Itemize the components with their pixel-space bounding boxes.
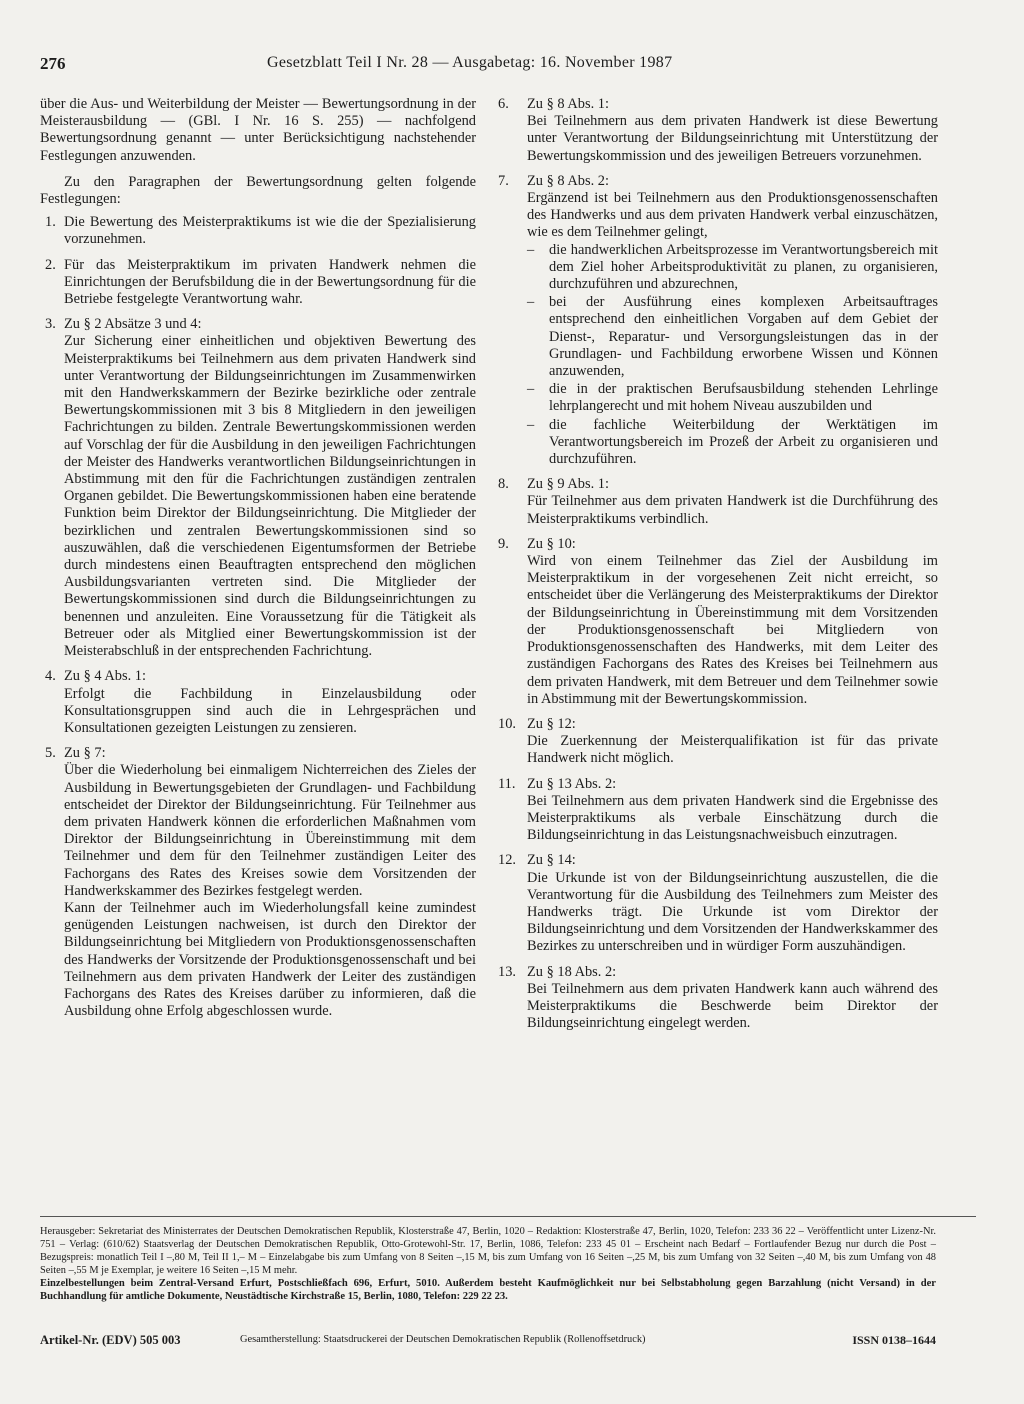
provision-number: 6.: [498, 96, 509, 112]
provision-text: Für das Meisterpraktikum im privaten Handwerk nehmen die Einrichtungen der Berufsbildung die in der Bewertungsordnung für die Betriebe festgelegte Verantwortung wahr.: [64, 256, 476, 308]
provision-13: [498, 964, 938, 1033]
imprint-block: [40, 1226, 936, 1303]
provision-title: Zu § 2 Absätze 3 und 4:: [64, 316, 202, 333]
provision-text: Wird von einem Teilnehmer das Ziel der Ausbildung im Meisterpraktikum in der vorgesehenen Zeit nicht erreicht, so entscheidet über die Verlängerung des Meisterpraktikums der Direktor der Bildungseinrichtung in Übereinstimmung mit dem Vorsitzenden der Produktionsgenossenschaft bei Mitgliedern von Produktionsgenossenschaften des Handwerks, mit dem Leiter des zuständigen Fachorgans des Rates des Kreises bei Teilnehmern aus dem privaten Handwerk, mit dem Betreuer und dem Teilnehmer sowie in Abstimmung mit der Bewertungskommission.: [527, 553, 938, 707]
provision-title: Zu § 10:: [527, 535, 576, 552]
provision-text: Über die Wiederholung bei einmaligem Nichterreichen des Zieles der Ausbildung in Bewertungsgebieten der Grundlagen- und Fachbildung entscheidet der Direktor der Bildungseinrichtung. Für Teilnehmer aus dem privaten Handwerk können die erforderlichen Maßnahmen vom Direktor der Bildungseinrichtung in Übereinstimmung mit dem Teilnehmer und dem für den Teilnehmer zuständigen Leiter des Fachorgans des Rates des Kreises sowie dem Vorsitzenden der Handwerkskammer des Bezirkes festgelegt werden.: [64, 762, 476, 899]
provision-3: [40, 316, 476, 660]
provision-6: [498, 96, 938, 165]
provision-10: [498, 716, 938, 768]
provision-number: 11.: [498, 775, 516, 792]
provision-text: Die Urkunde ist von der Bildungseinrichtung auszustellen, die die Verantwortung für die Ausbildung des Teilnehmers zum Meister des Handwerks trägt. Die Urkunde ist vom Direktor der Bildungseinrichtung und dem Vorsitzenden der Handwerkskammer des Bezirkes zu unterschreiben und in würdiger Form auszuhändigen.: [527, 869, 938, 955]
provision-text: Erfolgt die Fachbildung in Einzelausbildung oder Konsultationsgruppen sind auch die in Lehrgesprächen und Konsultationen gezeigten Leistungen zu zensieren.: [64, 685, 476, 736]
provision-text: Für Teilnehmer aus dem privaten Handwerk ist die Durchführung des Meisterpraktikums verbindlich.: [527, 493, 938, 527]
dash-list: [527, 242, 938, 469]
provision-number: 10.: [498, 715, 516, 732]
provision-number: 3.: [45, 316, 56, 333]
list-item: – bei der Ausführung eines komplexen Arbeitsauftrages entsprechend den einheitlichen Vorgaben auf dem Gebiet der Dienst-, Reparatur- und Versorgungsleistungen das in der Grundlagen- und Fachbildung erworbene Wissen und Können anzuwenden,: [527, 294, 938, 380]
provision-8: [498, 476, 938, 528]
provision-title: Zu § 7:: [64, 745, 106, 762]
provision-title: Zu § 18 Abs. 2:: [527, 963, 617, 980]
right-column: [498, 96, 938, 1040]
provision-2: [40, 257, 476, 309]
provision-title: Zu § 4 Abs. 1:: [64, 668, 146, 685]
provision-title: Zu § 8 Abs. 2:: [527, 172, 609, 189]
provision-text: Die Zuerkennung der Meisterqualifikation ist für das private Handwerk nicht möglich.: [527, 733, 938, 767]
page-number: 276: [40, 54, 66, 73]
provision-number: 5.: [45, 745, 56, 762]
imprint-orders: Einzelbestellungen beim Zentral-Versand Erfurt, Postschließfach 696, Erfurt, 5010. Außerdem besteht Kaufmöglichkeit nur bei Selbstabholung gegen Barzahlung (nicht Versand) in der Buchhandlung für amtliche Dokumente, Neustädtische Kirchstraße 15, Berlin, 1080, Telefon: 229 22 23.: [40, 1277, 936, 1302]
article-number: Artikel-Nr. (EDV) 505 003: [40, 1333, 181, 1347]
provision-number: 8.: [498, 476, 509, 493]
provision-5: [40, 745, 476, 1020]
provision-text: Ergänzend ist bei Teilnehmern aus den Produktionsgenossenschaften des Handwerks und aus dem privaten Handwerk verbal einzuschätzen, wie es dem Teilnehmer gelingt,: [527, 190, 938, 241]
provision-number: 2.: [45, 256, 56, 273]
provision-number: 13.: [498, 963, 516, 980]
provision-12: [498, 852, 938, 955]
imprint-footer: [40, 1333, 936, 1347]
list-item: – die in der praktischen Berufsausbildung stehenden Lehrlinge lehrplangerecht und mit hohem Niveau auszubilden und: [527, 381, 938, 415]
provision-title: Zu § 14:: [527, 852, 576, 869]
provision-number: 7.: [498, 172, 509, 189]
provision-text: Die Bewertung des Meisterpraktikums ist wie die der Spezialisierung vorzunehmen.: [64, 214, 476, 248]
page-header: [40, 52, 984, 78]
provision-9: [498, 536, 938, 708]
provision-text-continued: Kann der Teilnehmer auch im Wiederholungsfall keine zumindest genügenden Leistungen nachweisen, ist durch den Direktor der Bildungseinrichtung bei Mitgliedern von Produktionsgenossenschaften des Handwerks der Vorsitzende der Produktionsgenossenschaft und bei Teilnehmern aus dem privaten Handwerk der Leiter des zuständigen Fachorgans des Rates des Kreises darüber zu informieren, daß die Ausbildung ohne Erfolg abgeschlossen wurde.: [64, 899, 476, 1020]
provision-number: 12.: [498, 852, 516, 869]
issn: ISSN 0138–1644: [852, 1333, 936, 1347]
lead-paragraph: Zu den Paragraphen der Bewertungsordnung gelten folgende Festlegungen:: [40, 173, 476, 208]
list-item: – die fachliche Weiterbildung der Werktätigen im Verantwortungsbereich im Prozeß der Arbeit zu organisieren und durchzuführen.: [527, 416, 938, 468]
provision-number: 1.: [45, 214, 56, 231]
provision-7: [498, 173, 938, 468]
provision-text: Bei Teilnehmern aus dem privaten Handwerk kann auch während des Meisterpraktikums die Beschwerde beim Direktor der Bildungseinrichtung eingelegt werden.: [527, 980, 938, 1032]
provision-text: Zur Sicherung einer einheitlichen und objektiven Bewertung des Meisterpraktikums bei Teilnehmern aus dem privaten Handwerk sind unter Verantwortung der Bildungseinrichtungen im Zusammenwirken mit den Handwerkskammern der Bezirke bezirkliche oder zentrale Bewertungskommissionen mit 3 bis 8 Mitgliedern in den jeweiligen Fachrichtungen zu bilden. Zentrale Bewertungskommissionen werden auf Vorschlag der für die Ausbildung in den jeweiligen Fachrichtungen der Meister des Handwerks verantwortlichen Bildungseinrichtungen in Abstimmung mit den für die Fachrichtungen zuständigen zentralen Organen gebildet. Die Bewertungskommissionen haben eine beratende Funktion beim Direktor der Bildungseinrichtung. Die Mitglieder der bezirklichen und zentralen Bewertungskommissionen sind so auszuwählen, daß die verschiedenen Eigentumsformen der Betriebe durch mindestens einen Beauftragten entsprechend den möglichen Ausbildungsvarianten vertreten sind. Die Mitglieder der Bewertungskommissionen sind durch die Bildungseinrichtungen zu benennen und anzuleiten. Eine Voraussetzung für die Tätigkeit als Betreuer oder als Mitglied einer Bewertungskommission ist der Meisterabschluß in der entsprechenden Fachrichtung.: [64, 333, 476, 660]
provision-title: Zu § 12:: [527, 715, 576, 732]
running-title: Gesetzblatt Teil I Nr. 28 — Ausgabetag: 16. November 1987: [267, 54, 673, 71]
provision-number: 4.: [45, 668, 56, 685]
imprint-rule: [40, 1216, 976, 1217]
provision-1: [40, 214, 476, 248]
imprint-publisher: Herausgeber: Sekretariat des Ministerrates der Deutschen Demokratischen Republik, Klosterstraße 47, Berlin, 1020 – Redaktion: Klosterstraße 47, Berlin, 1020, Telefon: 233 36 22 – Veröffentlicht unter Lizenz-Nr. 751 – Verlag: (610/62) Staatsverlag der Deutschen Demokratischen Republik, Otto-Grotewohl-Str. 17, Berlin, 1086, Telefon: 233 45 01 – Erscheint nach Bedarf – Fortlaufender Bezug nur durch die Post – Bezugspreis: monatlich Teil I –,80 M, Teil II 1,– M – Einzelabgabe bis zum Umfang von 8 Seiten –,15 M, bis zum Umfang von 16 Seiten –,25 M, bis zum Umfang von 32 Seiten –,40 M, bis zum Umfang von 48 Seiten –,55 M je Exemplar, je weitere 16 Seiten –,15 M mehr.: [40, 1226, 936, 1276]
provision-number: 9.: [498, 535, 509, 552]
provision-11: [498, 776, 938, 845]
list-item: – die handwerklichen Arbeitsprozesse im Verantwortungsbereich mit dem Ziel hoher Arbeitsproduktivität zu planen, zu organisieren, durchzuführen und abzurechnen,: [527, 241, 938, 293]
intro-paragraph: über die Aus- und Weiterbildung der Meister — Bewertungsordnung in der Meisterausbildung — (GBl. I Nr. 16 S. 255) — nachfolgend Bewertungsordnung genannt — unter Berücksichtigung nachstehender Festlegungen anzuwenden.: [40, 96, 476, 164]
production-note: Gesamtherstellung: Staatsdruckerei der Deutschen Demokratischen Republik (Rollenoffsetdruck): [240, 1334, 646, 1345]
provision-title: Zu § 8 Abs. 1:: [527, 96, 609, 112]
provision-4: [40, 668, 476, 737]
provision-text: Bei Teilnehmern aus dem privaten Handwerk ist diese Bewertung unter Verantwortung der Bildungseinrichtung mit Unterstützung der Bewertungskommission und des jeweiligen Betreuers vorzunehmen.: [527, 113, 938, 164]
provision-title: Zu § 13 Abs. 2:: [527, 775, 617, 792]
left-column: [40, 96, 476, 1028]
provision-title: Zu § 9 Abs. 1:: [527, 476, 609, 493]
provision-text: Bei Teilnehmern aus dem privaten Handwerk sind die Ergebnisse des Meisterpraktikums als verbale Einschätzung durch die Bildungseinrichtung in das Leistungsnachweisbuch einzutragen.: [527, 792, 938, 844]
